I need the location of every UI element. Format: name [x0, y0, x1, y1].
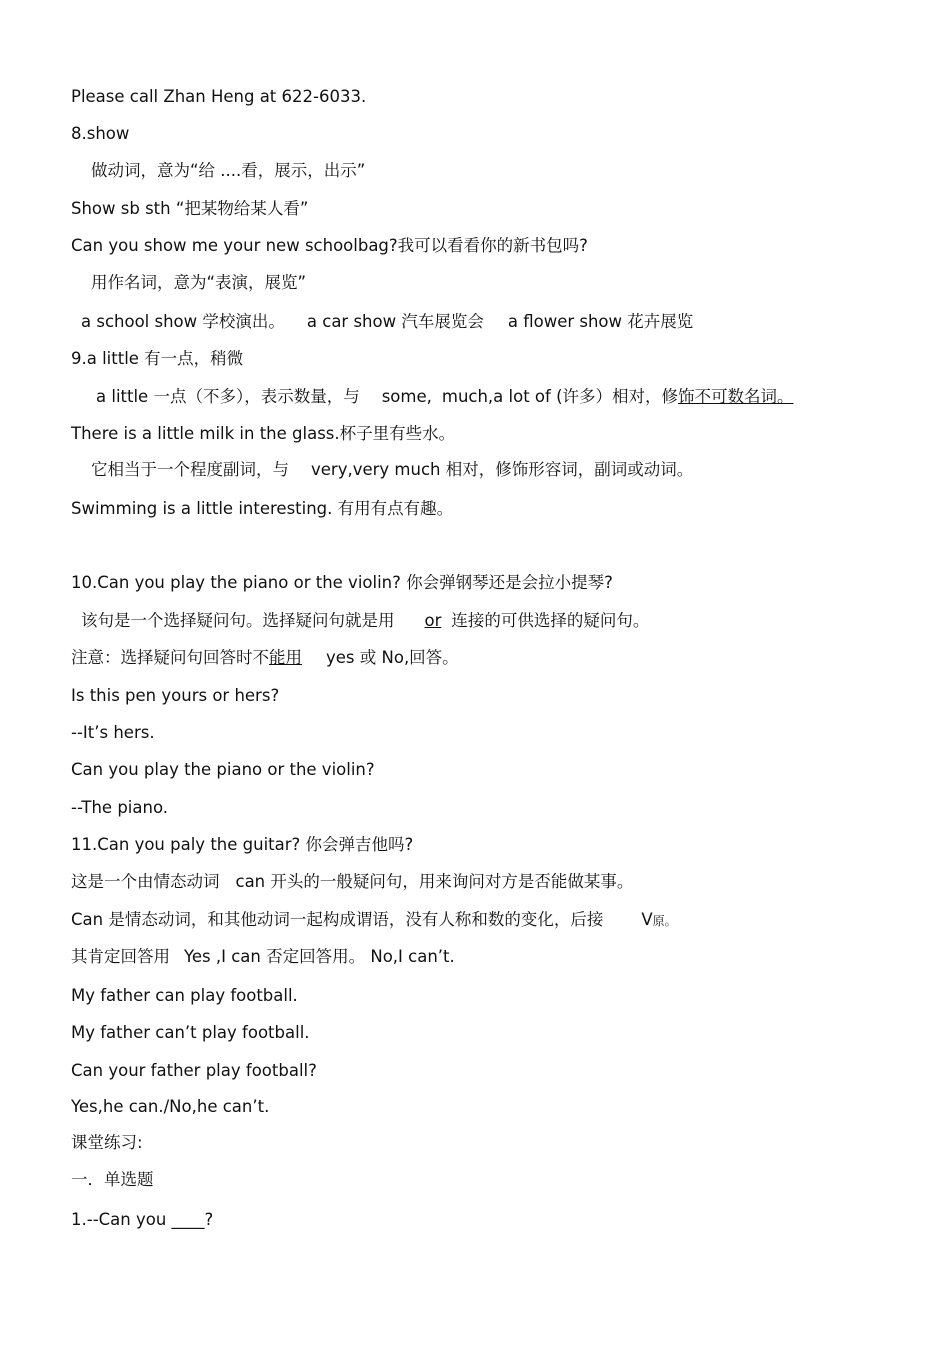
text-line: Show sb sth “把某物给某人看”: [71, 199, 309, 218]
text-line: Can your father play football?: [71, 1061, 317, 1080]
text-line: Is this pen yours or hers?: [71, 686, 280, 705]
text-line: [81, 610, 649, 632]
text-line: There is a little milk in the glass.杯子里有些水。: [71, 424, 456, 443]
text-segment: 原。: [652, 914, 677, 928]
question-line: 1.--Can you ____?: [71, 1210, 214, 1229]
text-segment: 它相当于一个程度副词，与: [91, 460, 289, 479]
text-line: Yes,he can./No,he can’t.: [71, 1097, 270, 1116]
text-segment: 注意：选择疑问句回答时不: [71, 648, 269, 667]
section-heading: 11.Can you paly the guitar? 你会弹吉他吗?: [71, 835, 414, 854]
text-segment: Can 是情态动词，和其他动词一起构成谓语，没有人称和数的变化，后接: [71, 910, 604, 929]
text-line: [71, 647, 459, 669]
text-segment: 其肯定回答用: [71, 947, 170, 966]
text-segment: much,a lot of (许多）相对，修: [441, 387, 679, 406]
text-segment: yes 或 No,回答。: [326, 648, 459, 667]
text-segment: 该句是一个选择疑问句。选择疑问句就是用: [81, 611, 395, 630]
text-line: Can you show me your new schoolbag?我可以看看你的新书包吗?: [71, 236, 588, 255]
text-line: --It’s hers.: [71, 723, 155, 742]
text-line: Can you play the piano or the violin?: [71, 760, 375, 779]
example-phrase: a school show 学校演出。: [81, 312, 285, 331]
text-line: 做动词，意为“给 ....看，展示，出示”: [91, 161, 366, 180]
section-heading: 8.show: [71, 124, 130, 143]
text-line: Swimming is a little interesting. 有用有点有趣。: [71, 499, 454, 518]
section-heading: 课堂练习:: [71, 1133, 143, 1152]
text-segment: can 开头的一般疑问句，用来询问对方是否能做某事。: [235, 872, 634, 891]
text-line: [81, 311, 693, 333]
underlined-text: 饰不可数名词。: [678, 387, 794, 406]
text-line: My father can play football.: [71, 986, 298, 1005]
text-segment: a little 一点（不多），表示数量，与: [96, 387, 360, 406]
text-line: Please call Zhan Heng at 622-6033.: [71, 87, 367, 106]
text-line: 用作名词，意为“表演，展览”: [91, 273, 307, 292]
section-heading: 10.Can you play the piano or the violin? 你会弹钢琴还是会拉小提琴?: [71, 573, 613, 592]
underlined-text: 能用: [269, 648, 302, 667]
text-segment: V: [641, 910, 653, 929]
example-phrase: a car show 汽车展览会: [306, 312, 484, 331]
text-line: [71, 871, 633, 893]
text-line: [96, 386, 794, 408]
text-segment: some,: [381, 387, 432, 406]
section-heading: 9.a little 有一点，稍微: [71, 349, 244, 368]
text-line: [91, 459, 693, 481]
text-segment: 连接的可供选择的疑问句。: [451, 611, 650, 630]
text-segment: very,very much 相对，修饰形容词，副词或动词。: [311, 460, 694, 479]
text-segment: Yes ,I can 否定回答用。 No,I can’t.: [184, 947, 455, 966]
text-line: [71, 946, 455, 968]
text-line: --The piano.: [71, 798, 169, 817]
section-heading: 一．单选题: [71, 1170, 154, 1189]
example-phrase: a flower show 花卉展览: [507, 312, 694, 331]
text-line: My father can’t play football.: [71, 1023, 310, 1042]
underlined-text: or: [424, 611, 442, 630]
text-line: [71, 909, 677, 932]
text-segment: 这是一个由情态动词: [71, 872, 220, 891]
